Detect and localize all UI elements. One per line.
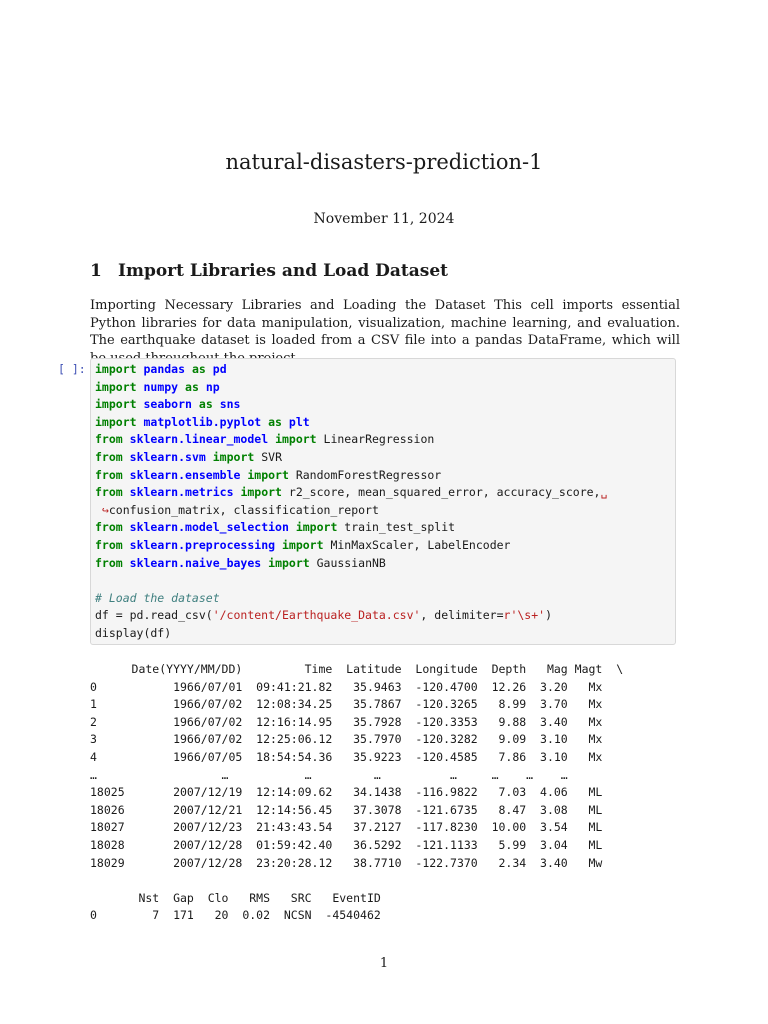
cell-output bbox=[90, 661, 623, 925]
section-number: 1 bbox=[90, 261, 102, 281]
output-line: 18029 2007/12/28 23:20:28.12 38.7710 -122.7370 2.34 3.40 Mw bbox=[90, 855, 603, 870]
code-line bbox=[95, 467, 607, 485]
code-token bbox=[185, 362, 192, 376]
code-token: LinearRegression bbox=[316, 432, 435, 447]
code-token bbox=[289, 520, 296, 534]
code-token: sns bbox=[219, 397, 241, 412]
code-token: import bbox=[281, 537, 324, 552]
code-token: ␣ bbox=[600, 485, 608, 500]
code-token: sklearn.svm bbox=[129, 449, 206, 464]
code-token: RandomForestRegressor bbox=[288, 467, 442, 482]
code-line bbox=[95, 502, 607, 520]
code-token: sklearn.preprocessing bbox=[129, 537, 276, 552]
output-line: 18026 2007/12/21 12:14:56.45 37.3078 -121.6735 8.47 3.08 ML bbox=[90, 802, 603, 817]
code-token bbox=[275, 538, 282, 552]
code-token bbox=[123, 538, 130, 552]
code-token: as bbox=[268, 414, 282, 429]
page-number: 1 bbox=[379, 956, 389, 971]
code-line bbox=[95, 537, 607, 555]
code-token: import bbox=[247, 467, 289, 482]
code-token bbox=[123, 485, 130, 499]
code-token: import bbox=[295, 520, 338, 535]
output-line: 0 7 171 20 0.02 NCSN -4540462 bbox=[90, 908, 381, 923]
code-token: ) bbox=[545, 608, 552, 623]
code-token: numpy bbox=[143, 379, 179, 394]
code-line bbox=[95, 414, 607, 432]
output-line bbox=[90, 872, 623, 890]
code-token: import bbox=[212, 449, 255, 464]
section-title: Import Libraries and Load Dataset bbox=[118, 261, 449, 281]
code-token bbox=[95, 503, 102, 517]
code-line bbox=[95, 607, 607, 625]
code-token bbox=[206, 362, 213, 376]
code-token: confusion_matrix, classification_report bbox=[108, 502, 379, 517]
code-token bbox=[123, 556, 130, 570]
code-line bbox=[95, 484, 607, 502]
output-line: 4 1966/07/05 18:54:54.36 35.9223 -120.4585 7.86 3.10 Mx bbox=[90, 749, 603, 764]
code-token bbox=[178, 380, 185, 394]
code-token: display(df) bbox=[95, 625, 172, 640]
code-token: ↪ bbox=[101, 502, 109, 517]
code-line bbox=[95, 396, 607, 414]
code-token: df = pd.read_csv( bbox=[95, 608, 213, 623]
output-line: Nst Gap Clo RMS SRC EventID bbox=[90, 890, 381, 905]
code-token: from bbox=[95, 537, 123, 552]
output-line: 1 1966/07/02 12:08:34.25 35.7867 -120.3265 8.99 3.70 Mx bbox=[90, 697, 603, 712]
code-token: plt bbox=[288, 414, 310, 429]
code-token: sklearn.model_selection bbox=[129, 520, 289, 535]
code-token: matplotlib.pyplot bbox=[143, 414, 262, 429]
code-token: from bbox=[95, 467, 123, 482]
code-line bbox=[95, 449, 607, 467]
code-token: from bbox=[95, 485, 123, 500]
code-token: GaussianNB bbox=[309, 555, 386, 570]
code-token: r'\s+' bbox=[503, 608, 546, 623]
code-token bbox=[199, 380, 206, 394]
code-token: import bbox=[95, 379, 137, 394]
code-token: MinMaxScaler, LabelEncoder bbox=[323, 537, 511, 552]
code-token: train_test_split bbox=[337, 520, 456, 535]
code-token: np bbox=[205, 379, 220, 394]
code-token: as bbox=[185, 379, 199, 394]
code-token bbox=[213, 397, 220, 411]
code-token: '/content/Earthquake_Data.csv' bbox=[212, 608, 421, 623]
intro-paragraph: Importing Necessary Libraries and Loading the Dataset This cell imports essential Python libraries for data manipulation, visualization, machine learning, and evaluation. The earthquake dataset is loaded from a CSV file into a pandas DataFrame, which will bbox=[90, 298, 680, 348]
code-token: import bbox=[95, 362, 137, 376]
code-token: import bbox=[95, 397, 137, 412]
code-token: sklearn.naive_bayes bbox=[129, 555, 262, 570]
code-line bbox=[95, 572, 607, 590]
code-token: import bbox=[275, 432, 317, 447]
output-line: … … … … … … … … bbox=[90, 767, 568, 782]
code-token: # Load the dataset bbox=[95, 590, 220, 605]
code-token: sklearn.metrics bbox=[129, 485, 234, 500]
code-token bbox=[192, 397, 199, 411]
code-token: as bbox=[198, 397, 213, 412]
code-token bbox=[123, 450, 130, 464]
code-line bbox=[95, 590, 607, 608]
code-line bbox=[95, 431, 607, 449]
code-line bbox=[95, 555, 607, 573]
code-token: sklearn.linear_model bbox=[129, 432, 269, 447]
code-token: seaborn bbox=[143, 397, 192, 412]
code-token: SVR bbox=[254, 449, 282, 464]
code-token: from bbox=[95, 449, 123, 464]
output-line: 18025 2007/12/19 12:14:09.62 34.1438 -116.9822 7.03 4.06 ML bbox=[90, 785, 603, 800]
section-heading bbox=[90, 261, 448, 281]
code-token: import bbox=[95, 414, 137, 429]
output-line: 18027 2007/12/23 21:43:43.54 37.2127 -117.8230 10.00 3.54 ML bbox=[90, 820, 603, 835]
code-token: sklearn.ensemble bbox=[129, 467, 241, 482]
code-token: from bbox=[95, 520, 123, 535]
code-token bbox=[123, 468, 130, 482]
code-token bbox=[123, 520, 130, 534]
output-line: Date(YYYY/MM/DD) Time Latitude Longitude Depth Mag Magt \ bbox=[90, 662, 624, 676]
output-line: 3 1966/07/02 12:25:06.12 35.7970 -120.3282 9.09 3.10 Mx bbox=[90, 732, 603, 747]
code-token: import bbox=[240, 485, 282, 500]
code-line bbox=[95, 379, 607, 397]
code-token bbox=[282, 415, 289, 429]
code-token: , delimiter= bbox=[420, 608, 504, 623]
code-token: pandas bbox=[143, 362, 186, 376]
code-token: import bbox=[268, 555, 310, 570]
code-token: from bbox=[95, 555, 123, 570]
code-line bbox=[95, 519, 607, 537]
code-token: from bbox=[95, 432, 123, 447]
output-line: 0 1966/07/01 09:41:21.82 35.9463 -120.4700 12.26 3.20 Mx bbox=[90, 679, 603, 694]
document-date: November 11, 2024 bbox=[313, 211, 455, 227]
output-line: 2 1966/07/02 12:16:14.95 35.7928 -120.3353 9.88 3.40 Mx bbox=[90, 714, 603, 729]
output-line: 18028 2007/12/28 01:59:42.40 36.5292 -121.1133 5.99 3.04 ML bbox=[90, 837, 603, 852]
code-token bbox=[206, 450, 213, 464]
cell-prompt: [ ]: bbox=[58, 362, 86, 376]
document-title: natural-disasters-prediction-1 bbox=[225, 150, 543, 174]
code-token: r2_score, mean_squared_error, accuracy_score, bbox=[281, 485, 601, 500]
code-token bbox=[123, 432, 130, 446]
code-token: as bbox=[191, 362, 206, 376]
code-line bbox=[95, 625, 607, 643]
code-cell-source[interactable] bbox=[95, 361, 607, 643]
code-token: pd bbox=[212, 362, 227, 376]
code-line bbox=[95, 361, 607, 379]
